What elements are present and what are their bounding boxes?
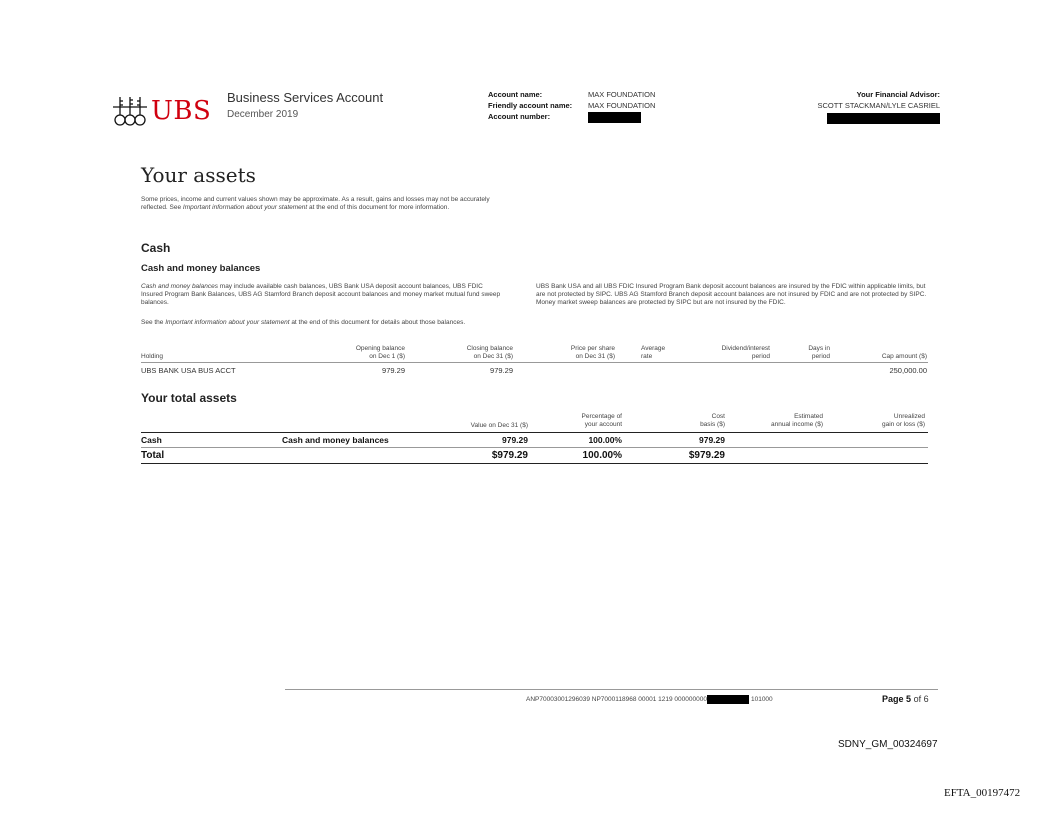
col-est-line2: annual income ($) xyxy=(770,421,823,428)
total-percentage: 100.00% xyxy=(582,450,622,461)
redacted-account-number xyxy=(588,112,641,123)
friendly-name-value: MAX FOUNDATION xyxy=(588,101,656,110)
col-average-rate xyxy=(641,345,665,361)
bates-number: SDNY_GM_00324697 xyxy=(838,739,938,750)
intro-important-info: Important information about your statement xyxy=(182,204,308,211)
total-bottom-rule xyxy=(141,463,928,464)
statement-period: December 2019 xyxy=(227,109,299,120)
advisor-name: SCOTT STACKMAN/LYLE CASRIEL xyxy=(817,101,940,110)
col-unr-line1: Unrealized xyxy=(893,413,925,420)
col-price-per-share xyxy=(520,345,615,361)
ubs-keys-logo-icon xyxy=(110,95,150,129)
footer-code-end: 101000 xyxy=(750,696,773,704)
col-pct-line1: Percentage of xyxy=(581,413,622,420)
redacted-footer-code xyxy=(707,695,749,704)
cash-table-header-rule xyxy=(141,362,928,363)
col-closing-line1: Closing balance xyxy=(466,345,513,352)
col-unr-line2: gain or loss ($) xyxy=(882,421,925,428)
col-cap-amount: Cap amount ($) xyxy=(881,353,927,360)
brand-logo: UBS xyxy=(151,96,212,126)
redacted-advisor-info xyxy=(827,113,940,124)
cash-description-left xyxy=(141,283,506,307)
page-indicator xyxy=(882,694,929,704)
col-days-in-period xyxy=(785,345,830,361)
col-holding: Holding xyxy=(141,353,164,360)
cash-percentage: 100.00% xyxy=(588,435,622,445)
cash-description: Cash and money balances xyxy=(282,435,389,445)
col-closing-balance xyxy=(418,345,513,361)
page-label: Page xyxy=(882,694,904,704)
col-est-line1: Estimated xyxy=(794,413,823,420)
cash-see-end: at the end of this document for details about those balances. xyxy=(289,319,466,326)
col-dividend-period xyxy=(680,345,770,361)
cash-cost: 979.29 xyxy=(699,435,725,445)
account-name-value: MAX FOUNDATION xyxy=(588,90,656,99)
account-name-label: Account name: xyxy=(488,90,543,99)
account-type: Business Services Account xyxy=(227,90,384,105)
holding-name: UBS BANK USA BUS ACCT xyxy=(141,366,236,375)
footer-code xyxy=(526,695,773,705)
cash-see-important-info: Important information about your statement xyxy=(165,319,290,326)
cash-description-italic: Cash and money balances xyxy=(141,283,218,290)
cash-value: 979.29 xyxy=(502,435,528,445)
friendly-name-label: Friendly account name: xyxy=(488,101,573,110)
total-table-header-rule xyxy=(141,432,928,433)
col-days-line1: Days in xyxy=(808,345,830,352)
col-price-line2: on Dec 31 ($) xyxy=(575,353,615,360)
cap-amount-value: 250,000.00 xyxy=(889,366,927,375)
advisor-label: Your Financial Advisor: xyxy=(856,90,940,99)
total-cost: $979.29 xyxy=(688,450,725,461)
page-of: of 6 xyxy=(913,694,929,704)
cash-description-right: UBS Bank USA and all UBS FDIC Insured Program Bank deposit account balances are insured by the FDIC within applicable limits, but are not protected by SIPC. UBS AG Stamford Branch deposit account balances are not insured by FDIC and are not protected by SIPC. Money market sweep balances are protected by SIPC but are not insured by the FDIC. xyxy=(536,283,927,306)
col-div-line2: period xyxy=(751,353,770,360)
col-estimated-income xyxy=(735,413,823,429)
col-cost-line2: basis ($) xyxy=(700,421,725,428)
col-avg-line2: rate xyxy=(641,353,653,360)
page-number: 5 xyxy=(906,694,912,704)
closing-balance-value: 979.29 xyxy=(490,366,513,375)
col-opening-balance xyxy=(310,345,405,361)
total-label: Total xyxy=(141,450,165,461)
col-div-line1: Dividend/interest xyxy=(721,345,770,352)
cash-category: Cash xyxy=(141,435,162,445)
total-assets-heading: Your total assets xyxy=(141,391,237,405)
intro-text xyxy=(141,196,506,212)
cash-description-text: may include available cash balances, UBS Bank USA deposit account balances, UBS FDIC Insured Program Bank Balances, UBS AG Stamford Branch deposit account balances and money market mutual fund sweep balances. xyxy=(141,283,501,306)
account-number-label: Account number: xyxy=(488,112,551,121)
col-avg-line1: Average xyxy=(641,345,666,352)
total-value: $979.29 xyxy=(491,450,528,461)
col-unrealized xyxy=(840,413,925,429)
col-days-line2: period xyxy=(811,353,830,360)
opening-balance-value: 979.29 xyxy=(382,366,405,375)
total-row-rule xyxy=(141,447,928,448)
footer-rule xyxy=(285,689,938,690)
col-opening-line1: Opening balance xyxy=(355,345,405,352)
cash-subheading: Cash and money balances xyxy=(141,263,261,274)
col-value-dec31: Value on Dec 31 ($) xyxy=(470,422,528,429)
col-percentage xyxy=(540,413,622,429)
col-cost-basis xyxy=(660,413,725,429)
cash-heading: Cash xyxy=(141,241,171,255)
intro-text-start: Some prices, income and current values shown may be approximate. As a result, gains and losses may not be accurately reflected. See xyxy=(141,196,490,211)
efta-number: EFTA_00197472 xyxy=(944,787,1021,799)
col-pct-line2: your account xyxy=(584,421,622,428)
col-opening-line2: on Dec 1 ($) xyxy=(369,353,405,360)
col-price-line1: Price per share xyxy=(570,345,615,352)
cash-see-note xyxy=(141,319,506,327)
col-closing-line2: on Dec 31 ($) xyxy=(473,353,513,360)
page-title: Your assets xyxy=(141,163,256,187)
cash-see-start: See the xyxy=(141,319,166,326)
intro-text-end: at the end of this document for more information. xyxy=(307,204,450,211)
footer-code-start: ANP70003001296039 NP7000118968 00001 1219 000000000 xyxy=(526,696,707,704)
col-cost-line1: Cost xyxy=(711,413,725,420)
